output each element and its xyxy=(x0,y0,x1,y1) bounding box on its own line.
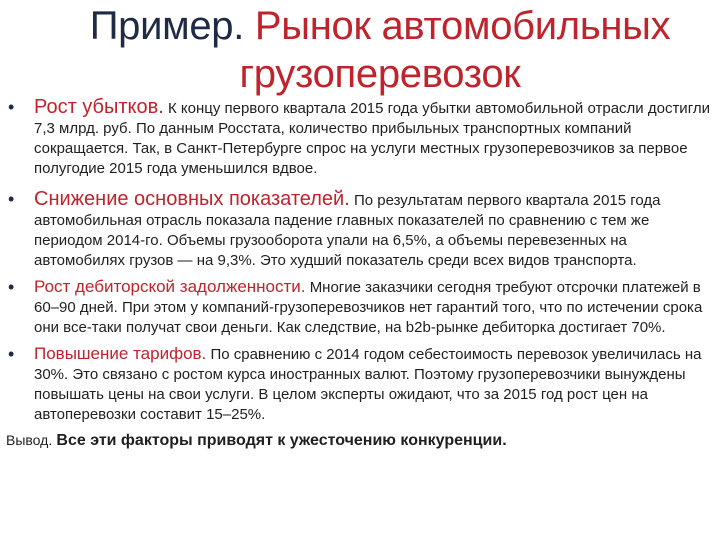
bullet-heading: Повышение тарифов. xyxy=(34,344,207,363)
bullet-tariffs xyxy=(6,344,714,425)
bullet-heading: Рост дебиторской задолженности. xyxy=(34,277,306,296)
bullet-receivables xyxy=(6,277,714,338)
bullet-losses xyxy=(6,97,714,179)
bullet-dot-icon: • xyxy=(8,189,15,209)
bullet-text: По сравнению с 2014 годом себестоимость перевозок увеличилась на 30%. Это связано с ростом курса иностранных валют. Поэтому грузоперевозчики вынуждены повышать цены на свои услуги. В целом эксперты ожидают, что за 2015 год рост цен на автоперевозки составит 15–25%. xyxy=(34,346,702,423)
bullet-text: К концу первого квартала 2015 года убытки автомобильной отрасли достигли 7,3 млрд. руб. По данным Росстата, количество прибыльных транспортных компаний сокращается. Так, в Санкт-Петербурге спрос на услуги местных грузоперевозчиков за первое полугодие 2015 года уменьшился вдвое. xyxy=(34,100,710,177)
title-main: Рынок автомобильных грузоперевозок xyxy=(239,4,671,96)
bullet-dot-icon: • xyxy=(8,277,15,297)
conclusion xyxy=(6,429,714,452)
bullet-dot-icon: • xyxy=(8,97,15,117)
slide-title xyxy=(60,2,700,98)
bullet-text: По результатам первого квартала 2015 года автомобильная отрасль показала падение главных показателей по сравнению с тем же периодом 2014‑го. Объемы грузооборота упали на 6,5%, а объемы перевезенных на автомобилях грузов — на 9,3%. Это худший показатель среди всех видов транспорта. xyxy=(34,192,661,269)
bullet-text: Многие заказчики сегодня требуют отсрочки платежей в 60–90 дней. При этом у компаний-грузоперевозчиков нет гарантий того, что по истечении срока они все‑таки получат свои деньги. Как следствие, на b2b-рынке дебиторка достигает 70%. xyxy=(34,279,703,336)
bullet-list xyxy=(6,97,714,452)
conclusion-text: Все эти факторы приводят к ужесточению конкуренции. xyxy=(56,432,507,449)
conclusion-lead: Вывод. xyxy=(6,432,53,448)
bullet-heading: Снижение основных показателей. xyxy=(34,188,350,210)
bullet-dot-icon: • xyxy=(8,344,15,364)
title-prefix: Пример. xyxy=(89,4,245,48)
bullet-heading: Рост убытков. xyxy=(34,96,164,118)
bullet-indicators xyxy=(6,189,714,271)
